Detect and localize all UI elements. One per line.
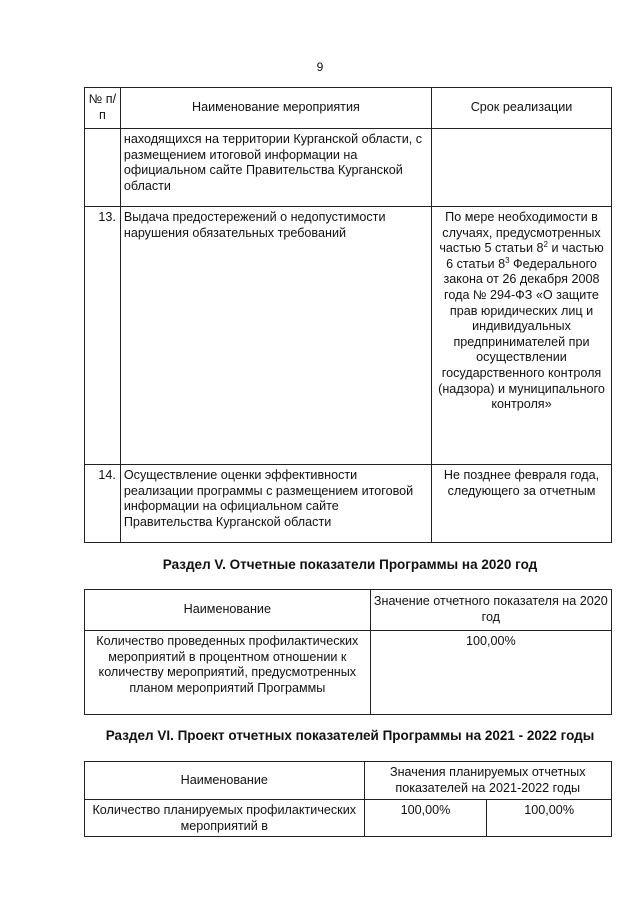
table-row: [85, 207, 612, 465]
header-name: Наименование мероприятия: [120, 88, 431, 129]
row-num: 14.: [85, 465, 121, 543]
header-value: Значение отчетного показателя на 2020 год: [370, 590, 611, 631]
indicators-2021-2022-table: [84, 761, 612, 837]
row-name: находящихся на территории Курганской области, с размещением итоговой информации на официальном сайте Правительства Курганской области: [120, 129, 431, 207]
indicators-2020-table: [84, 589, 612, 715]
row-num: [85, 129, 121, 207]
header-name: Наименование: [85, 590, 371, 631]
table-row: [85, 631, 612, 715]
row-value-2022: 100,00%: [487, 800, 612, 837]
row-name: Количество проведенных профилактических мероприятий в процентном отношении к количеству мероприятий, предусмотренных планом мероприятий Программы: [85, 631, 371, 715]
header-num: № п/п: [85, 88, 121, 129]
row-name: Осуществление оценки эффективности реализации программы с размещением итоговой информации на официальном сайте Правительства Курганской области: [120, 465, 431, 543]
page-number: 9: [316, 60, 324, 74]
header-term: Срок реализации: [432, 88, 612, 129]
row-value-2021: 100,00%: [364, 800, 487, 837]
table-row: [85, 129, 612, 207]
section-5-title: Раздел V. Отчетные показатели Программы на 2020 год: [162, 557, 538, 572]
header-value: Значения планируемых отчетных показателей на 2021-2022 годы: [364, 762, 611, 800]
measures-table: [84, 87, 612, 543]
row-name: Количество планируемых профилактических мероприятий в: [85, 800, 365, 837]
row-term: [432, 129, 612, 207]
table-row: [85, 465, 612, 543]
row-num: 13.: [85, 207, 121, 465]
table-header-row: [85, 88, 612, 129]
row-name: Выдача предостережений о недопустимости нарушения обязательных требований: [120, 207, 431, 465]
row-value: 100,00%: [370, 631, 611, 715]
table-header-row: [85, 590, 612, 631]
table-row: [85, 800, 612, 837]
row-term: По мере необходимости в случаях, предусмотренных частью 5 статьи $8^2$ и частью 6 статьи $8^3$ Федерального закона от 26 декабря 2008 года № 294-ФЗ «О защите прав юридических лиц и индивидуальных предпринимателей при осуществлении государственного контроля (надзора) и муниципального контроля»: [432, 207, 612, 465]
section-6-title: Раздел VI. Проект отчетных показателей Программы на 2021 - 2022 годы: [105, 728, 595, 743]
row-term: Не позднее февраля года, следующего за отчетным: [432, 465, 612, 543]
header-name: Наименование: [85, 762, 365, 800]
table-header-row: [85, 762, 612, 800]
